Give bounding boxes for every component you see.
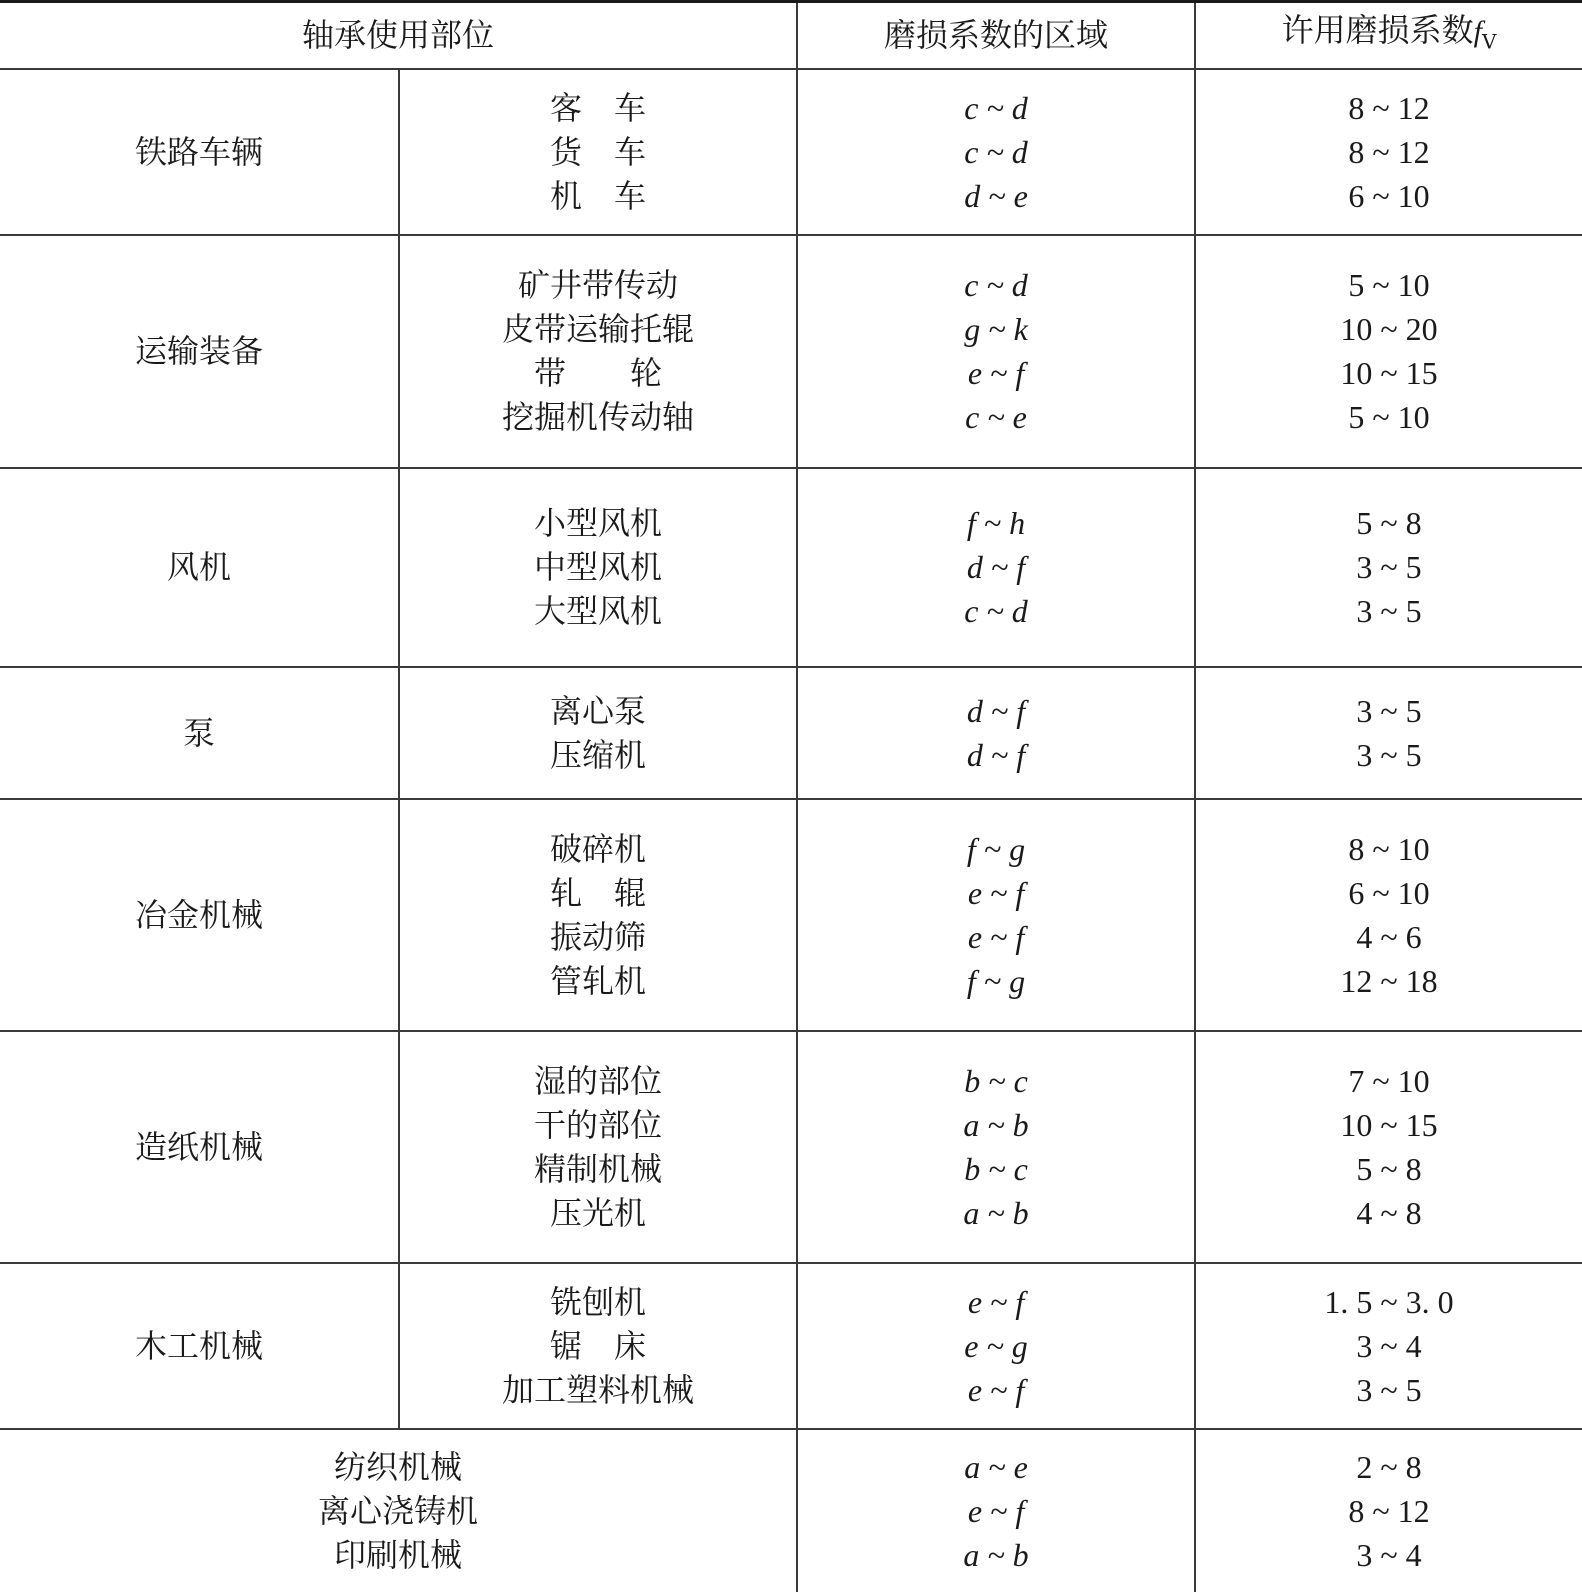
region-text: e ~ f <box>967 874 1025 911</box>
region-text: f ~ g <box>966 962 1026 999</box>
region-text: c ~ d <box>964 133 1028 170</box>
item-text: 管轧机 <box>550 961 647 1000</box>
header-region: 磨损系数的区域 <box>797 2 1195 69</box>
category-cell: 泵 <box>0 667 399 799</box>
value-text: 4 ~ 8 <box>1356 1194 1422 1231</box>
header-row <box>0 2 1582 69</box>
region-text: d ~ f <box>966 692 1026 729</box>
item-text: 带 轮 <box>534 354 663 392</box>
value-text: 6 ~ 10 <box>1348 177 1430 214</box>
value-text: 3 ~ 5 <box>1356 736 1422 773</box>
item-text: 湿的部位 <box>534 1061 663 1100</box>
item-text: 小型风机 <box>534 504 663 542</box>
region-text: e ~ f <box>967 1371 1025 1408</box>
table-row <box>0 69 1582 235</box>
item-text: 客 车 <box>550 88 647 127</box>
header-allowed-label: 许用磨损系数 <box>1281 10 1474 49</box>
value-text: 8 ~ 12 <box>1348 133 1430 170</box>
category-cell: 冶金机械 <box>0 799 399 1031</box>
items-cell <box>399 1263 797 1429</box>
value-text: 3 ~ 5 <box>1356 1371 1422 1408</box>
value-text: 10 ~ 20 <box>1340 311 1438 347</box>
value-cell <box>1195 1263 1582 1429</box>
table-row <box>0 667 1582 799</box>
region-text: b ~ c <box>964 1062 1028 1099</box>
item-text: 破碎机 <box>550 829 647 868</box>
items-cell <box>399 235 797 468</box>
value-text: 12 ~ 18 <box>1340 962 1438 999</box>
region-text: f ~ h <box>966 505 1026 541</box>
region-text: g ~ k <box>964 311 1028 347</box>
region-cell <box>797 799 1195 1031</box>
region-text: a ~ b <box>963 1194 1029 1231</box>
item-text: 大型风机 <box>534 592 663 630</box>
item-text: 离心泵 <box>550 691 647 730</box>
category-cell: 风机 <box>0 468 399 667</box>
item-text: 货 车 <box>550 132 647 171</box>
item-text: 压缩机 <box>550 735 647 774</box>
table-row <box>0 799 1582 1031</box>
header-allowed-subscript: V <box>1481 28 1497 53</box>
table-row <box>0 1031 1582 1263</box>
region-text: e ~ f <box>967 1283 1025 1320</box>
value-cell <box>1195 69 1582 235</box>
header-usage: 轴承使用部位 <box>0 2 797 69</box>
region-cell <box>797 667 1195 799</box>
category-cell: 造纸机械 <box>0 1031 399 1263</box>
region-cell <box>797 69 1195 235</box>
value-cell <box>1195 667 1582 799</box>
region-text: d ~ f <box>966 549 1026 585</box>
value-text: 3 ~ 5 <box>1356 593 1422 629</box>
item-text: 离心浇铸机 <box>318 1491 479 1530</box>
item-text: 精制机械 <box>534 1149 663 1188</box>
category-cell: 木工机械 <box>0 1263 399 1429</box>
category-cell: 运输装备 <box>0 235 399 468</box>
value-cell <box>1195 1429 1582 1592</box>
value-text: 3 ~ 4 <box>1356 1327 1422 1364</box>
value-text: 3 ~ 5 <box>1356 549 1422 585</box>
item-text: 矿井带传动 <box>518 266 679 304</box>
item-text: 加工塑料机械 <box>502 1370 695 1409</box>
region-cell <box>797 1031 1195 1263</box>
region-text: e ~ f <box>967 355 1025 391</box>
value-text: 5 ~ 8 <box>1356 1150 1422 1187</box>
items-cell <box>399 468 797 667</box>
value-text: 3 ~ 5 <box>1356 692 1422 729</box>
region-cell <box>797 1429 1195 1592</box>
value-cell <box>1195 235 1582 468</box>
value-text: 3 ~ 4 <box>1356 1536 1422 1573</box>
region-text: d ~ f <box>966 736 1026 773</box>
value-cell <box>1195 468 1582 667</box>
value-text: 5 ~ 8 <box>1356 505 1422 541</box>
region-text: e ~ g <box>964 1327 1028 1364</box>
value-text: 7 ~ 10 <box>1348 1062 1430 1099</box>
region-text: a ~ e <box>964 1448 1028 1485</box>
region-text: a ~ b <box>963 1536 1029 1573</box>
value-text: 5 ~ 10 <box>1348 399 1430 435</box>
value-text: 8 ~ 12 <box>1348 89 1430 126</box>
value-text: 4 ~ 6 <box>1356 918 1422 955</box>
region-text: c ~ d <box>964 89 1028 126</box>
table-row <box>0 468 1582 667</box>
header-allowed <box>1195 2 1582 69</box>
value-cell <box>1195 799 1582 1031</box>
category-cell: 铁路车辆 <box>0 69 399 235</box>
item-text: 皮带运输托辊 <box>502 310 695 348</box>
items-cell <box>0 1429 797 1592</box>
region-text: c ~ d <box>964 593 1028 629</box>
item-text: 中型风机 <box>534 548 663 586</box>
item-text: 振动筛 <box>550 917 647 956</box>
item-text: 压光机 <box>550 1193 647 1232</box>
region-text: c ~ e <box>965 399 1027 435</box>
value-text: 6 ~ 10 <box>1348 874 1430 911</box>
item-text: 锯 床 <box>550 1326 647 1365</box>
items-cell <box>399 69 797 235</box>
region-text: e ~ f <box>967 918 1025 955</box>
region-cell <box>797 468 1195 667</box>
table-row <box>0 235 1582 468</box>
item-text: 轧 辊 <box>550 873 647 912</box>
header-allowed-symbol: f <box>1473 14 1482 48</box>
value-text: 10 ~ 15 <box>1340 355 1438 391</box>
region-text: a ~ b <box>963 1106 1029 1143</box>
item-text: 铣刨机 <box>550 1282 647 1321</box>
region-text: d ~ e <box>964 177 1028 214</box>
value-text: 8 ~ 12 <box>1348 1492 1430 1529</box>
item-text: 机 车 <box>550 176 647 215</box>
value-text: 10 ~ 15 <box>1340 1106 1438 1143</box>
table-row <box>0 1429 1582 1592</box>
item-text: 挖掘机传动轴 <box>502 398 695 436</box>
value-text: 5 ~ 10 <box>1348 267 1430 303</box>
items-cell <box>399 799 797 1031</box>
items-cell <box>399 667 797 799</box>
region-cell <box>797 1263 1195 1429</box>
region-cell <box>797 235 1195 468</box>
item-text: 纺织机械 <box>334 1447 463 1486</box>
value-text: 8 ~ 10 <box>1348 830 1430 867</box>
item-text: 印刷机械 <box>334 1535 463 1574</box>
value-text: 1. 5 ~ 3. 0 <box>1324 1283 1454 1320</box>
region-text: f ~ g <box>966 830 1026 867</box>
region-text: c ~ d <box>964 267 1028 303</box>
item-text: 干的部位 <box>534 1105 663 1144</box>
value-text: 2 ~ 8 <box>1356 1448 1422 1485</box>
region-text: e ~ f <box>967 1492 1025 1529</box>
items-cell <box>399 1031 797 1263</box>
table-row <box>0 1263 1582 1429</box>
region-text: b ~ c <box>964 1150 1028 1187</box>
value-cell <box>1195 1031 1582 1263</box>
